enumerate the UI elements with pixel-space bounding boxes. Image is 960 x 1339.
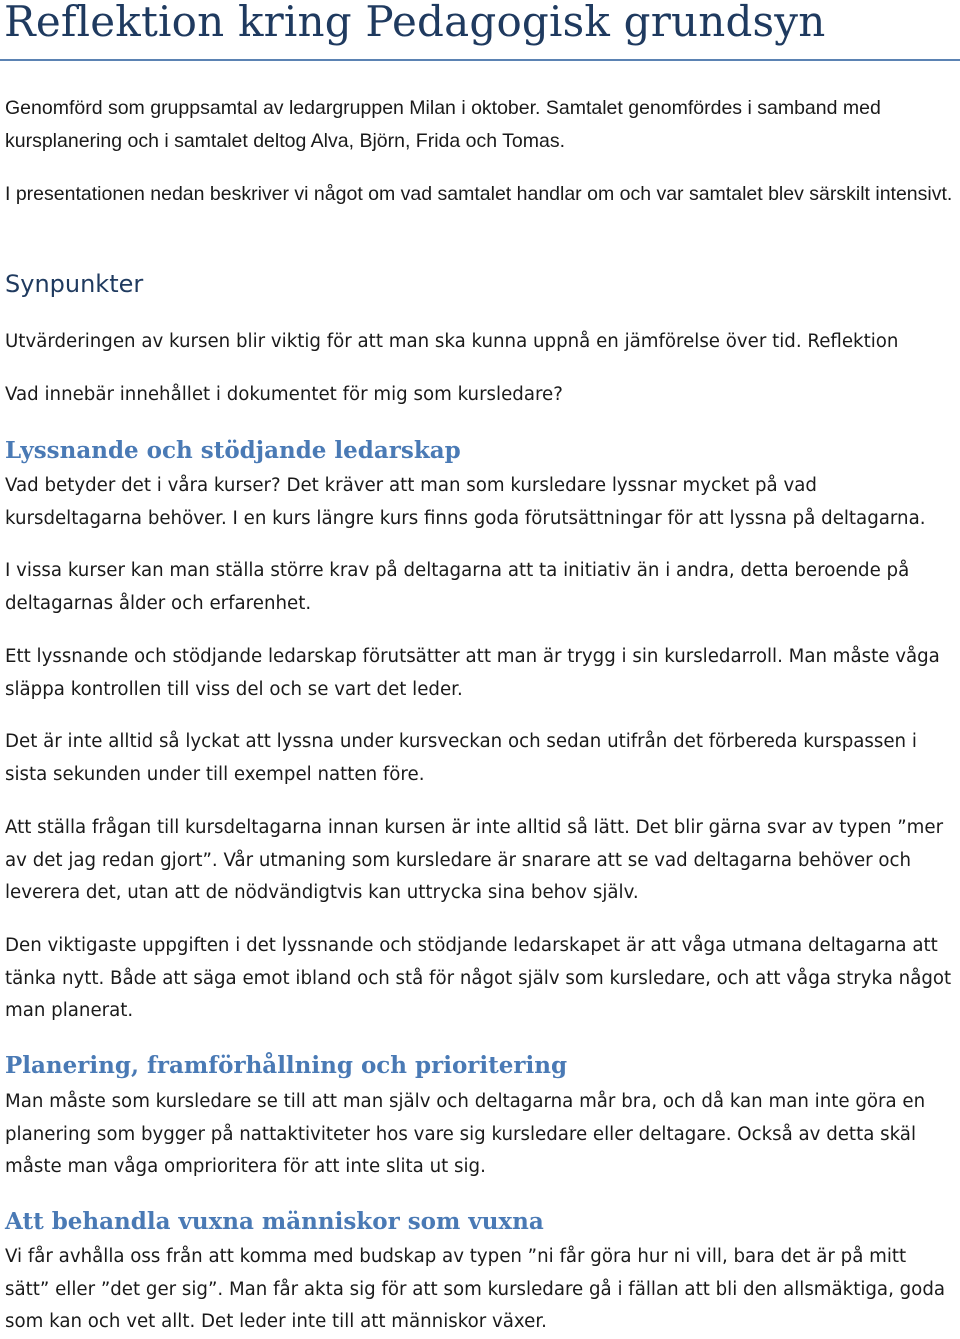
section-heading-planering: Planering, framförhållning och prioritering <box>5 1052 568 1079</box>
body-paragraph: Utvärderingen av kursen blir viktig för att man ska kunna uppnå en jämförelse över tid. Reflektion <box>5 331 899 352</box>
body-paragraph: Man måste som kursledare se till att man själv och deltagarna mår bra, och då kan man inte göra en planering som bygger på nattaktiviteter hos vare sig kursledare eller deltagare. Också av detta skäl måste man våga omprioritera för att inte slita ut sig. <box>5 1091 926 1177</box>
body-paragraph: Att ställa frågan till kursdeltagarna innan kursen är inte alltid så lätt. Det blir gärna svar av typen ”mer av det jag redan gjort”. Vår utmaning som kursledare är snarare att se vad deltagarna behöver och leverera det, utan att de nödvändigtvis kan uttrycka sina behov själv. <box>5 817 944 903</box>
intro-paragraph: I presentationen nedan beskriver vi något om vad samtalet handlar om och var samtalet blev särskilt intensivt. <box>5 183 953 205</box>
section-heading-vuxna: Att behandla vuxna människor som vuxna <box>5 1208 544 1235</box>
body-paragraph: Vi får avhålla oss från att komma med budskap av typen ”ni får göra hur ni vill, bara det är på mitt sätt” eller ”det ger sig”. Man får akta sig för att som kursledare gå i fällan att bli den allsmäktiga, goda som kan och vet allt. Det leder inte till att människor växer. <box>5 1246 946 1332</box>
body-paragraph: Vad innebär innehållet i dokumentet för mig som kursledare? <box>5 384 563 405</box>
intro-paragraph: Genomförd som gruppsamtal av ledargruppen Milan i oktober. Samtalet genomfördes i samband med kursplanering och i samtalet deltog Alva, Björn, Frida och Tomas. <box>5 97 881 152</box>
section-heading-synpunkter: Synpunkter <box>5 270 144 298</box>
body-paragraph: Ett lyssnande och stödjande ledarskap förutsätter att man är trygg i sin kursledarroll. Man måste våga släppa kontrollen till viss del och se vart det leder. <box>5 646 940 700</box>
body-paragraph: I vissa kurser kan man ställa större krav på deltagarna att ta initiativ än i andra, detta beroende på deltagarnas ålder och erfarenhet. <box>5 560 910 614</box>
title-underline <box>0 59 960 61</box>
body-paragraph: Vad betyder det i våra kurser? Det kräver att man som kursledare lyssnar mycket på vad kursdeltagarna behöver. I en kurs längre kurs finns goda förutsättningar för att lyssna på deltagarna. <box>5 475 926 529</box>
body-paragraph: Den viktigaste uppgiften i det lyssnande och stödjande ledarskapet är att våga utmana deltagarna att tänka nytt. Både att säga emot ibland och stå för något själv som kursledare, och att våga stryka något man planerat. <box>5 935 952 1021</box>
page-title: Reflektion kring Pedagogisk grundsyn <box>4 0 826 46</box>
section-heading-lyssnande: Lyssnande och stödjande ledarskap <box>5 437 461 464</box>
body-paragraph: Det är inte alltid så lyckat att lyssna under kursveckan och sedan utifrån det förbereda kurspassen i sista sekunden under till exempel natten före. <box>5 731 917 785</box>
